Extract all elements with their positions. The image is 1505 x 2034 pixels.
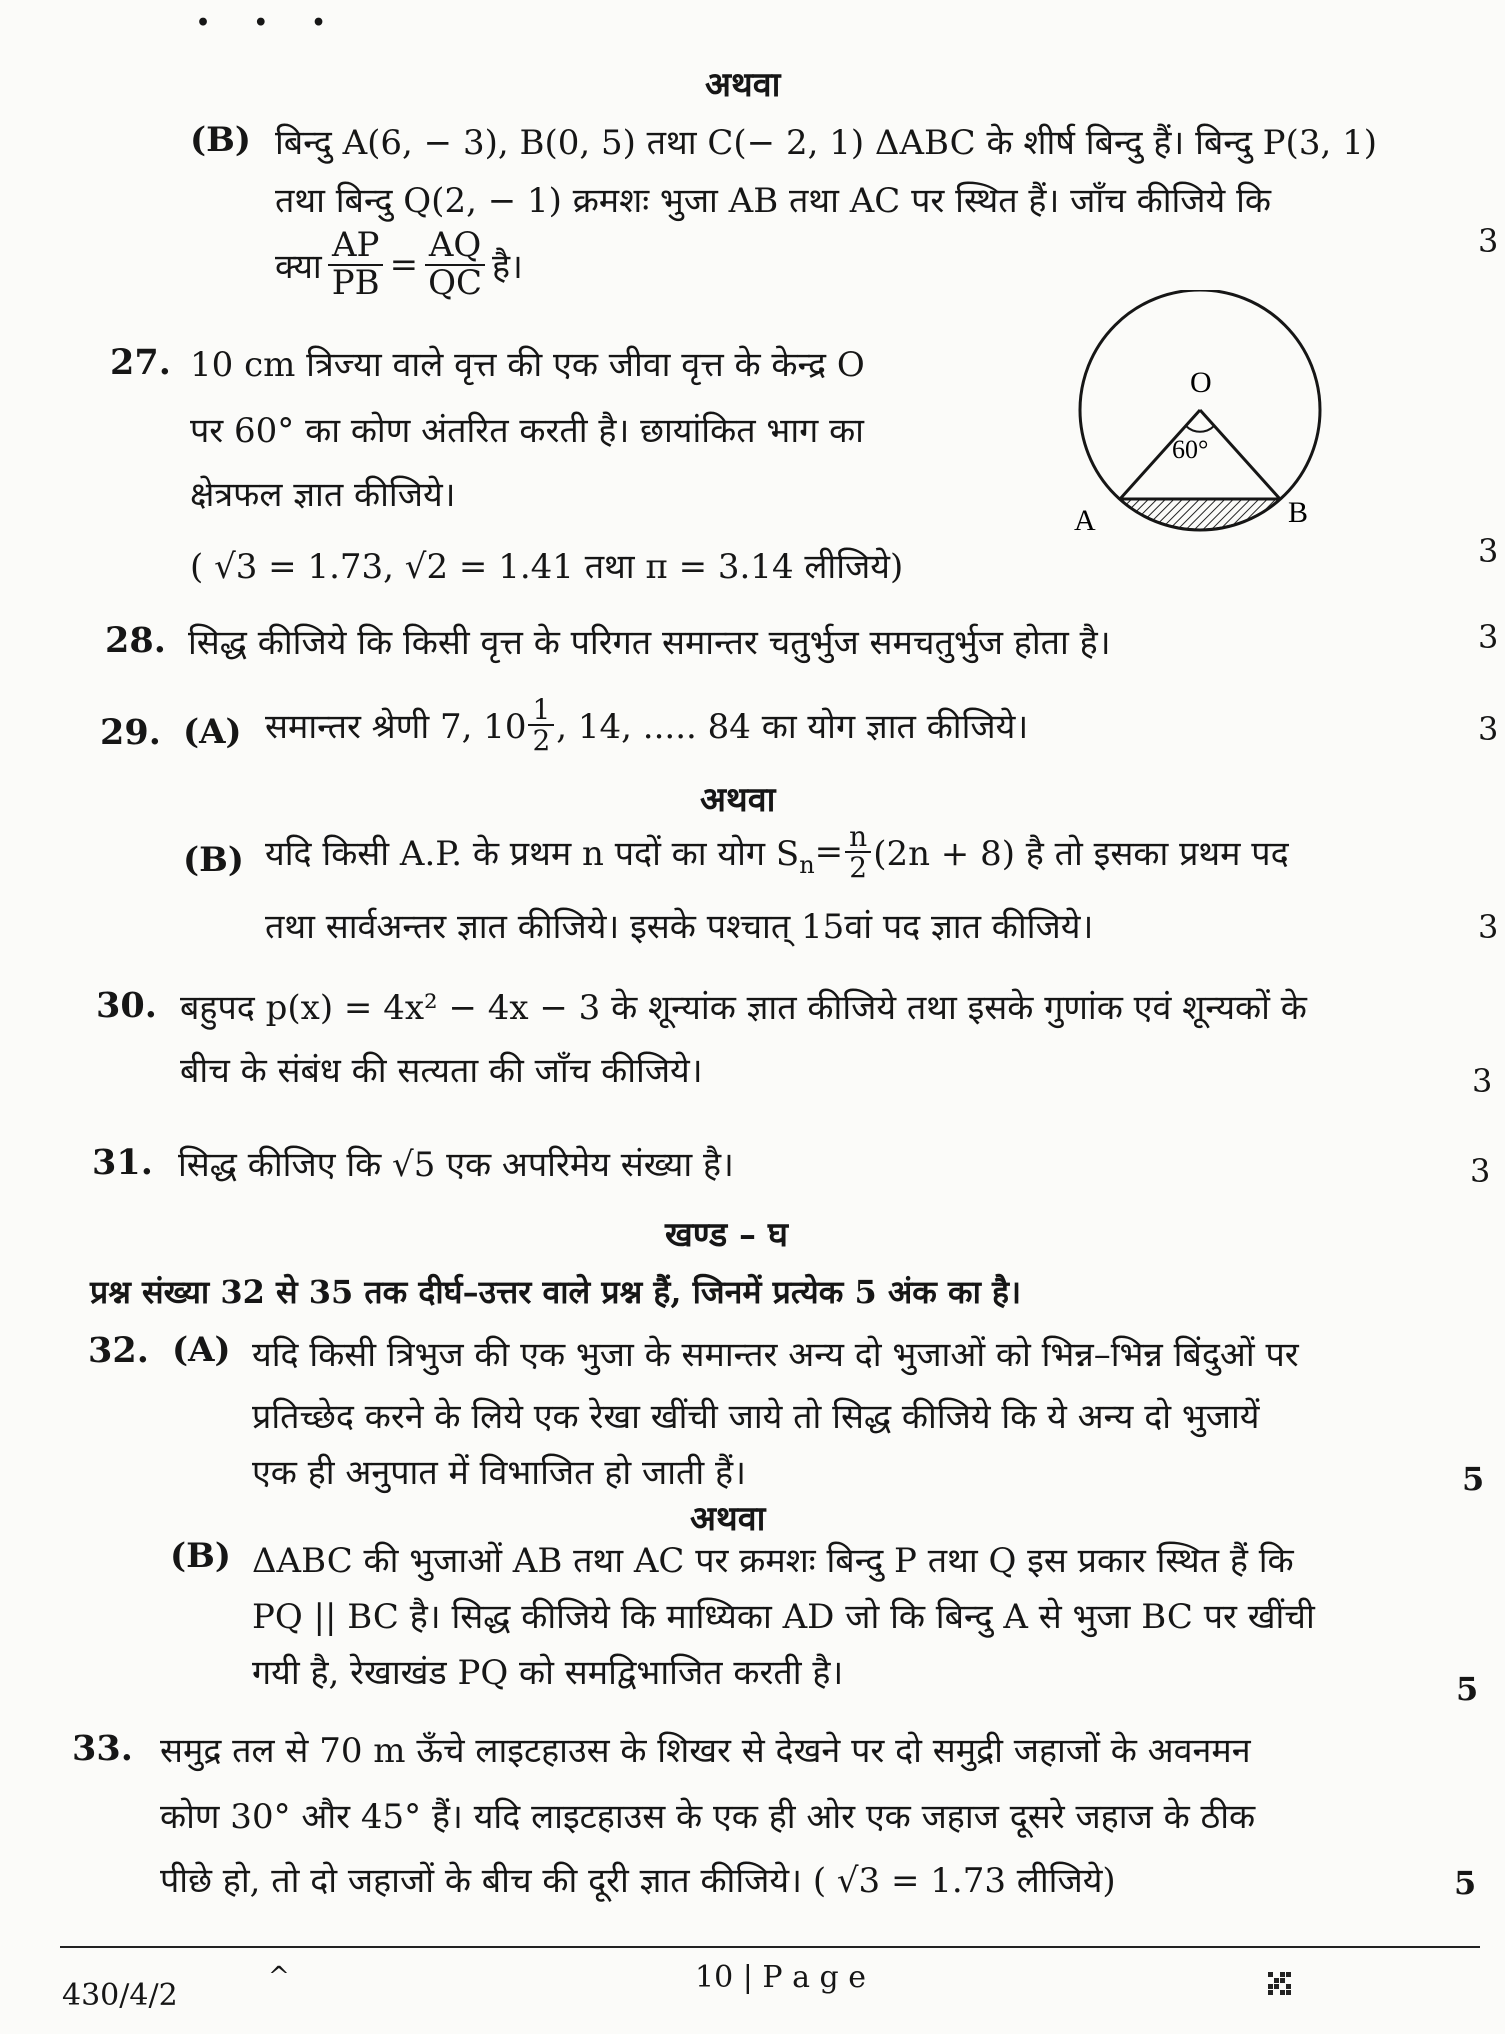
q28-text: सिद्ध कीजिये कि किसी वृत्त के परिगत समान्तर चतुर्भुज समचतुर्भुज होता है। [188,623,1111,663]
q29-b-line2: तथा सार्वअन्तर ज्ञात कीजिये। इसके पश्चात् 15वां पद ज्ञात कीजिये। [265,907,1094,947]
label-b: B [1288,496,1309,529]
label-o: O [1190,366,1212,399]
athva-label-26: अथवा [705,65,781,105]
q29-a-label: (A) [183,712,242,752]
frac-1: 1 [528,695,554,726]
q29-a-text [265,695,1028,756]
q32-b-line3: गयी है, रेखाखंड PQ को समद्विभाजित करती है। [252,1653,844,1693]
q30-line2: बीच के संबंध की सत्यता की जाँच कीजिये। [180,1051,703,1091]
q32-b-label: (B) [170,1536,231,1576]
q26-b-post: है। [491,246,523,287]
q32-a-line3: एक ही अनुपात में विभाजित हो जाती हैं। [252,1453,746,1493]
frac-qc: QC [428,262,482,303]
q29-b-line1 [265,822,1289,883]
q27-line1: 10 cm त्रिज्या वाले वृत्त की एक जीवा वृत्त के केन्द्र O [190,345,865,385]
q30-number: 30. [96,985,157,1026]
q28-number: 28. [105,620,166,661]
q29-number: 29. [100,712,161,753]
q33-marks: 5 [1454,1864,1477,1902]
q26-b-line1: बिन्दु A(6, − 3), B(0, 5) तथा C(− 2, 1) ΔABC के शीर्ष बिन्दु हैं। बिन्दु P(3, 1) [275,123,1377,163]
q27-number: 27. [110,342,171,383]
q33-line3: पीछे हो, तो दो जहाजों के बीच की दूरी ज्ञात कीजिये। ( √3 = 1.73 लीजिये) [160,1861,1116,1901]
q32-b-marks: 5 [1456,1670,1479,1708]
q27-line2: पर 60° का कोण अंतरित करती है। छायांकित भाग का [190,411,864,451]
label-angle: 60° [1172,435,1209,464]
q26-b-line3 [275,225,523,303]
q31-marks: 3 [1470,1152,1491,1190]
q31-text: सिद्ध कीजिए कि √5 एक अपरिमेय संख्या है। [178,1145,734,1185]
athva-label-32: अथवा [690,1499,766,1539]
q32-number: 32. [88,1330,149,1371]
q33-line2: कोण 30° और 45° हैं। यदि लाइटहाउस के एक ही ओर एक जहाज दूसरे जहाज के ठीक [160,1797,1256,1837]
q32-a-marks: 5 [1462,1460,1485,1498]
q29-b-label: (B) [183,840,244,880]
q30-line1: बहुपद p(x) = 4x² − 4x − 3 के शून्यांक ज्ञात कीजिये तथा इसके गुणांक एवं शून्यकों के [180,988,1307,1028]
q26-b-pre: क्या [275,246,322,287]
q27-line4: ( √3 = 1.73, √2 = 1.41 तथा π = 3.14 लीजिये) [190,547,904,587]
label-a: A [1074,504,1096,537]
frac-pb: PB [331,262,380,303]
fraction-ap-pb [328,225,384,303]
footer-page-number: 10 | P a g e [695,1960,866,1995]
q27-line3: क्षेत्रफल ज्ञात कीजिये। [190,475,456,515]
frac-n: n [845,822,871,853]
q32-a-line2: प्रतिच्छेद करने के लिये एक रेखा खींची जाये तो सिद्ध कीजिये कि ये अन्य दो भुजायें [252,1397,1260,1437]
fraction-n-over-2 [845,822,871,883]
shaded-segment [1120,499,1280,530]
q29-b-pre: यदि किसी A.P. के प्रथम n पदों का योग S [265,834,800,875]
top-ellipsis: • • • [196,10,344,36]
q26-b-label: (B) [190,120,251,160]
q28-marks: 3 [1478,618,1499,656]
q27-marks: 3 [1478,532,1499,570]
fraction-one-half [528,695,554,756]
footer-rule [60,1946,1480,1948]
q29-a-pre: समान्तर श्रेणी 7, 10 [265,707,527,748]
section-title: खण्ड – घ [665,1215,788,1255]
q26-b-line2: तथा बिन्दु Q(2, − 1) क्रमशः भुजा AB तथा AC पर स्थित हैं। जाँच कीजिये कि [275,181,1271,221]
q32-b-line1: ΔABC की भुजाओं AB तथा AC पर क्रमशः बिन्दु P तथा Q इस प्रकार स्थित हैं कि [252,1541,1294,1581]
frac-aq: AQ [425,228,485,266]
q29-b-post: (2n + 8) है तो इसका प्रथम पद [873,834,1289,875]
angle-arc [1186,426,1214,432]
fraction-aq-qc [424,225,486,303]
frac-2: 2 [532,724,551,758]
qr-code-icon [1268,1972,1291,1995]
frac-ap: AP [328,228,383,266]
footer-caret: ^ [268,1962,290,1992]
circle-sector-figure [1060,290,1340,560]
q29-b-marks: 3 [1478,908,1499,946]
q33-number: 33. [72,1728,133,1769]
equals-sign: = [389,244,419,285]
q26-marks: 3 [1478,222,1499,260]
q29-a-marks: 3 [1478,710,1499,748]
footer-code: 430/4/2 [62,1978,178,2013]
athva-label-29: अथवा [700,780,776,820]
q29-b-eq: = [814,832,844,873]
radius-ob [1200,410,1280,499]
section-instruction: प्रश्न संख्या 32 से 35 तक दीर्घ–उत्तर वाले प्रश्न हैं, जिनमें प्रत्येक 5 अंक का है। [90,1273,1022,1311]
q32-a-line1: यदि किसी त्रिभुज की एक भुजा के समान्तर अन्य दो भुजाओं को भिन्न–भिन्न बिंदुओं पर [252,1335,1299,1375]
q32-b-line2: PQ || BC है। सिद्ध कीजिये कि माध्यिका AD जो कि बिन्दु A से भुजा BC पर खींची [252,1597,1315,1637]
q32-a-label: (A) [172,1330,231,1370]
q31-number: 31. [92,1142,153,1183]
q29-a-post: , 14, ..... 84 का योग ज्ञात कीजिये। [556,707,1029,748]
q33-line1: समुद्र तल से 70 m ऊँचे लाइटहाउस के शिखर से देखने पर दो समुद्री जहाजों के अवनमन [160,1731,1251,1771]
q29-b-sub: n [799,850,815,879]
q30-marks: 3 [1472,1062,1493,1100]
frac-2b: 2 [849,851,868,885]
